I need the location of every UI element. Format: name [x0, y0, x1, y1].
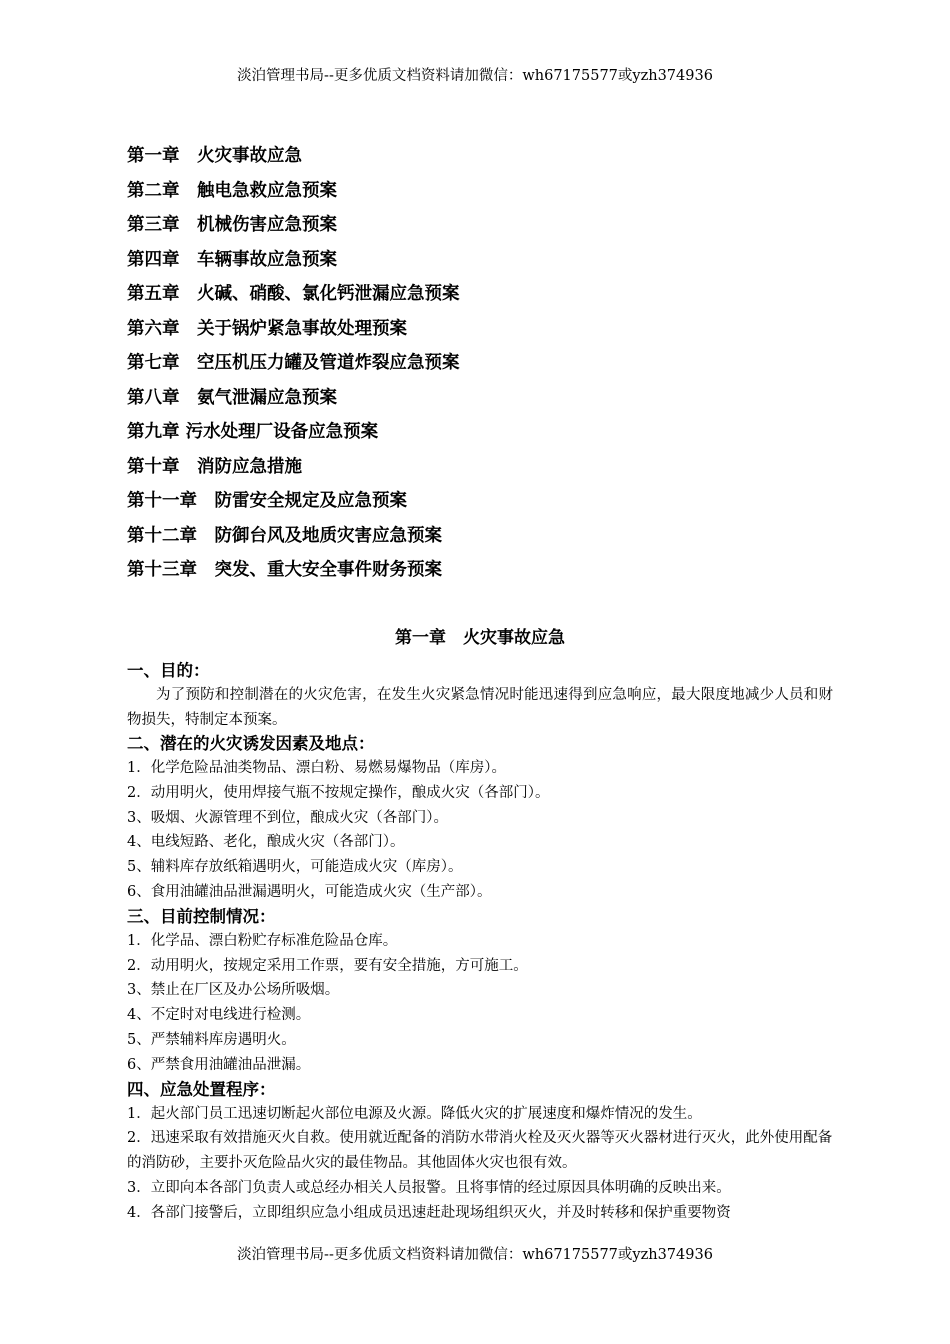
purpose-paragraph: 为了预防和控制潜在的火灾危害，在发生火灾紧急情况时能迅速得到应急响应，最大限度地减少人员和财物损失，特制定本预案。: [127, 687, 833, 728]
page-footer: 淡泊管理书局--更多优质文档资料请加微信：wh67175577或yzh374936: [237, 1247, 713, 1263]
list-item: 1．化学品、漂白粉贮存标准危险品仓库。: [127, 932, 398, 949]
list-item: 2．动用明火，使用焊接气瓶不按规定操作，酿成火灾（各部门）。: [127, 784, 550, 801]
list-item: 1．化学危险品油类物品、漂白粉、易燃易爆物品（库房）。: [127, 760, 506, 776]
list-item: 4．各部门接警后，立即组织应急小组成员迅速赶赴现场组织灭火，并及时转移和保护重要物资: [127, 1204, 731, 1221]
section-heading-purpose: 一、目的：: [127, 661, 210, 680]
toc-item: 第六章 关于锅炉紧急事故处理预案: [127, 318, 407, 339]
section-heading-current-control: 三、目前控制情况：: [127, 906, 276, 926]
chapter-title: 第一章 火灾事故应急: [395, 628, 565, 648]
list-item: 3、吸烟、火源管理不到位，酿成火灾（各部门）。: [127, 809, 448, 826]
list-item: 6、严禁食用油罐油品泄漏。: [127, 1056, 311, 1073]
toc-item: 第十二章 防御台风及地质灾害应急预案: [127, 525, 442, 546]
list-item: 3．立即向本各部门负责人或总经办相关人员报警。且将事情的经过原因具体明确的反映出来。: [127, 1179, 731, 1196]
list-item: 5、辅料库存放纸箱遇明火，可能造成火灾（库房）。: [127, 859, 463, 876]
list-item: 3、禁止在厂区及办公场所吸烟。: [127, 982, 340, 999]
toc-item: 第八章 氨气泄漏应急预案: [127, 387, 337, 408]
table-of-contents: [127, 141, 827, 590]
list-item: 6、食用油罐油品泄漏遇明火，可能造成火灾（生产部）。: [127, 883, 492, 900]
toc-item: 第九章 污水处理厂设备应急预案: [127, 422, 379, 442]
list-item: 4、电线短路、老化，酿成火灾（各部门）。: [127, 834, 405, 851]
section-heading-procedure: 四、应急处置程序：: [127, 1079, 276, 1099]
section-heading-fire-causes: 二、潜在的火灾诱发因素及地点：: [127, 734, 375, 753]
toc-item: 第四章 车辆事故应急预案: [127, 249, 337, 270]
list-item: 2．动用明火，按规定采用工作票，要有安全措施，方可施工。: [127, 957, 528, 974]
list-item: 4、不定时对电线进行检测。: [127, 1007, 311, 1024]
list-item: 2．迅速采取有效措施灭火自救。使用就近配备的消防水带消火栓及灭火器等灭火器材进行灭火，此外使用配备的消防砂，主要扑灭危险品火灾的最佳物品。其他固体火灾也很有效。: [127, 1130, 833, 1172]
toc-item: 第十三章 突发、重大安全事件财务预案: [127, 560, 442, 580]
toc-item: 第一章 火灾事故应急: [127, 146, 302, 166]
toc-item: 第五章 火碱、硝酸、氯化钙泄漏应急预案: [127, 284, 460, 304]
toc-item: 第十一章 防雷安全规定及应急预案: [127, 491, 407, 511]
chapter-content: [127, 623, 833, 1226]
toc-item: 第三章 机械伤害应急预案: [127, 215, 337, 235]
toc-item: 第二章 触电急救应急预案: [127, 180, 337, 201]
toc-item: 第七章 空压机压力罐及管道炸裂应急预案: [127, 353, 460, 373]
page-header: 淡泊管理书局--更多优质文档资料请加微信：wh67175577或yzh374936: [237, 68, 713, 84]
toc-item: 第十章 消防应急措施: [127, 456, 302, 477]
list-item: 5、严禁辅料库房遇明火。: [127, 1031, 296, 1048]
list-item: 1．起火部门员工迅速切断起火部位电源及火源。降低火灾的扩展速度和爆炸情况的发生。: [127, 1105, 702, 1122]
